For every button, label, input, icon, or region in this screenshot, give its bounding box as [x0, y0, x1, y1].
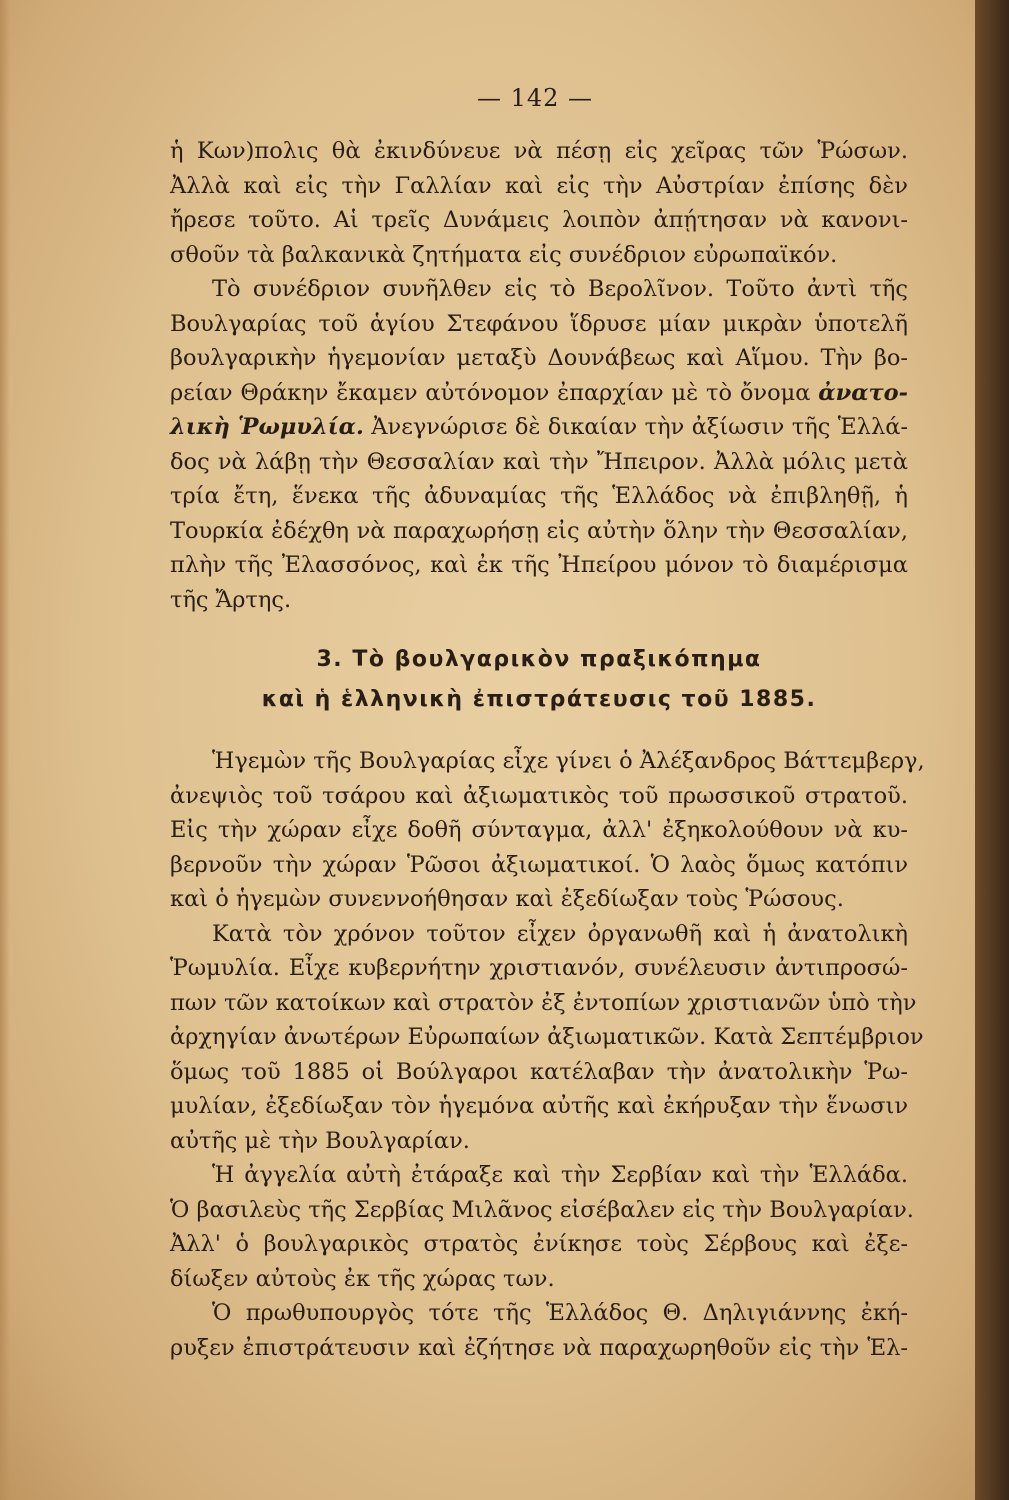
emphasis-term: λικὴ Ῥωμυλία. — [170, 414, 364, 440]
paragraph: Κατὰ τὸν χρόνον τοῦτον εἶχεν ὀργανωθῆ καὶ ἡ ἀνατολικὴ Ῥωμυλία. Εἶχε κυβερνήτην χριστιανόν, συνέλευσιν ἀντιπροσώ- πων τῶν κατοίκων καὶ στρατὸν ἐξ ἐντοπίων χριστιανῶν ὑπὸ τὴν ἀρχηγίαν ἀνωτέρων Εὐρωπαίων ἀξιωματικῶν. Κατὰ Σεπτέμβριον ὅμως τοῦ 1885 οἱ Βούλγαροι κατέλαβαν τὴν ἀνατολικὴν Ῥω- μυλίαν, ἐξεδίωξαν τὸν ἡγεμόνα αὐτῆς καὶ ἐκήρυξαν τὴν ἕνωσιν αὐτῆς μὲ τὴν Βουλγαρίαν. — [170, 920, 924, 1154]
paragraph: Τὸ συνέδριον συνῆλθεν εἰς τὸ Βερολῖνον. Τοῦτο ἀντὶ τῆς Βουλγαρίας τοῦ ἁγίου Στεφάνου ἵδρυσε μίαν μικρὰν ὑποτελῆ βουλγαρικὴν ἡγεμονίαν μεταξὺ Δουνάβεως καὶ Αἵμου. Τὴν βο- ρείαν Θράκην ἔκαμεν αὐτόνομον ἐπαρχίαν μὲ τὸ ὄνομα ἀνατο- λικὴ Ῥωμυλία. Ἀνεγνώρισε δὲ δικαίαν τὴν ἀξίωσιν τῆς Ἑλλά- δος νὰ λάβῃ τὴν Θεσσαλίαν καὶ τὴν Ἤπειρον. Ἀλλὰ μόλις μετὰ τρία ἔτη, ἕνεκα τῆς ἀδυναμίας τῆς Ἑλλάδος νὰ ἐπιβληθῇ, ἡ Τουρκία ἐδέχθη νὰ παραχωρήσῃ εἰς αὐτὴν ὅλην τὴν Θεσσαλίαν, πλὴν τῆς Ἐλασσόνος, καὶ ἐκ τῆς Ἠπείρου μόνον τὸ διαμέρισμα τῆς Ἄρτης. — [170, 276, 909, 613]
text-block-1 — [170, 134, 908, 617]
paragraph: ἡ Κων)πολις θὰ ἐκινδύνευε νὰ πέσῃ εἰς χεῖρας τῶν Ῥώσων. Ἀλλὰ καὶ εἰς τὴν Γαλλίαν καὶ εἰς τὴν Αὐστρίαν ἐπίσης δὲν ἤρεσε τοῦτο. Αἱ τρεῖς Δυνάμεις λοιπὸν ἀπῄτησαν νὰ κανονι- σθοῦν τὰ βαλκανικὰ ζητήματα εἰς συνέδριον εὐρωπαϊκόν. — [170, 138, 908, 268]
page-edge-right — [975, 0, 1009, 1500]
paragraph: Ὁ πρωθυπουργὸς τότε τῆς Ἑλλάδος Θ. Δηλιγιάννης ἐκή- ρυξεν ἐπιστράτευσιν καὶ ἐζήτησε νὰ παραχωρηθοῦν εἰς τὴν Ἑλ- — [170, 1300, 908, 1361]
page-number: — 142 — — [476, 84, 594, 112]
paragraph: Ἡγεμὼν τῆς Βουλγαρίας εἶχε γίνει ὁ Ἀλέξανδρος Βάττεμβεργ, ἀνεψιὸς τοῦ τσάρου καὶ ἀξιωματικὸς τοῦ πρωσσικοῦ στρατοῦ. Εἰς τὴν χώραν εἶχε δοθῆ σύνταγμα, ἀλλ' ἐξηκολούθουν νὰ κυ- βερνοῦν τὴν χώραν Ῥῶσοι ἀξιωματικοί. Ὁ λαὸς ὅμως κατόπιν καὶ ὁ ἡγεμὼν συνεννοήθησαν καὶ ἐξεδίωξαν τοὺς Ῥώσους. — [170, 748, 925, 912]
paragraph: Ἡ ἀγγελία αὐτὴ ἐτάραξε καὶ τὴν Σερβίαν καὶ τὴν Ἑλλάδα. Ὁ βασιλεὺς τῆς Σερβίας Μιλᾶνος εἰσέβαλεν εἰς τὴν Βουλγαρίαν. Ἀλλ' ὁ βουλγαρικὸς στρατὸς ἐνίκησε τοὺς Σέρβους καὶ ἐξε- δίωξεν αὐτοὺς ἐκ τῆς χώρας των. — [170, 1162, 914, 1292]
page-shadow-left — [0, 0, 10, 1500]
section-heading: 3. Τὸ βουλγαρικὸν πραξικόπημα καὶ ἡ ἑλληνικὴ ἐπιστράτευσις τοῦ 1885. — [261, 647, 817, 712]
emphasis-term: ἀνατο- — [818, 379, 908, 406]
text-block-2 — [170, 744, 925, 1365]
